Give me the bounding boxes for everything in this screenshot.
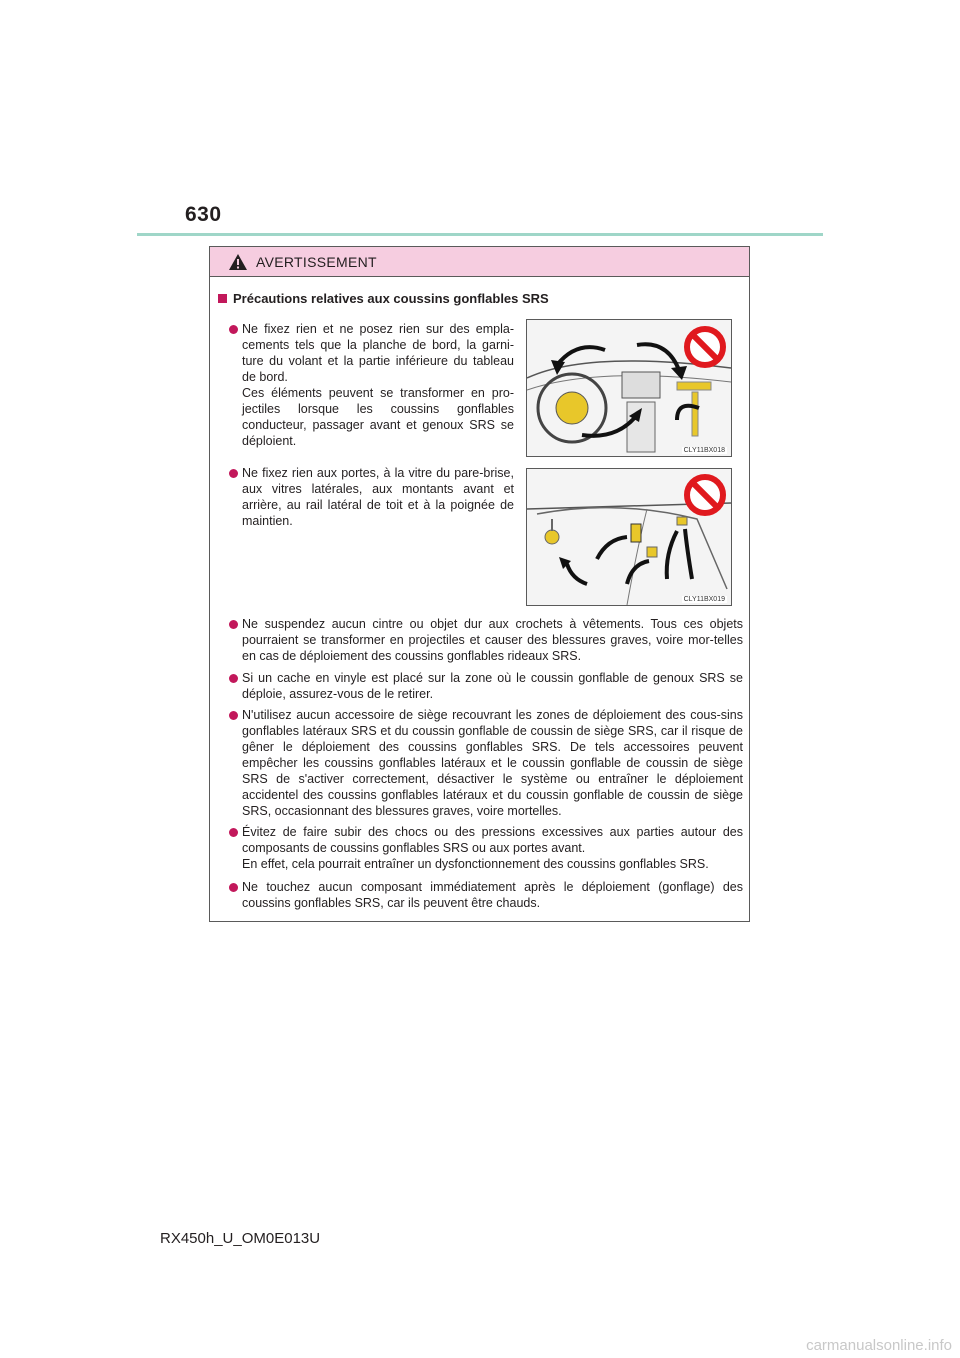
item-text: Ne touchez aucun composant immédiatement après le déploiement (gonflage) des coussins gonflables SRS, car ils peuvent être chauds. [242,880,743,910]
item-text: Si un cache en vinyle est placé sur la zone où le coussin gonflable de genoux SRS se déploie, assurez-vous de le retirer. [242,671,743,701]
item-text: N'utilisez aucun accessoire de siège recouvrant les zones de déploiement des cous-sins gonflables latéraux SRS et du coussin gonflable de coussin de siège SRS, car il risque de gêner le déploiement des coussins gonflables SRS. De tels accessoires peuvent empêcher les coussins gonflables latéraux et le coussin gonflable de coussin de siège SRS de s'activer correctement, désactiver le système ou entraîner le déploiement accidentel des coussins gonflables latéraux et du coussin gonflable de coussin de siège SRS, occasionnant des blessures graves, voire mortelles. [242,708,743,818]
dashboard-illustration [526,319,732,457]
item-note: En effet, cela pourrait entraîner un dysfonctionnement des coussins gonflables SRS. [242,857,709,871]
door-window-illustration [526,468,732,606]
section-heading-text: Précautions relatives aux coussins gonflables SRS [233,291,549,306]
warning-item [242,824,743,872]
square-bullet-icon [218,294,227,303]
bullet-icon [229,828,238,837]
bullet-icon [229,620,238,629]
figure-caption: CLY11BX019 [683,596,725,603]
warning-item [242,879,743,911]
bullet-icon [229,469,238,478]
item-text: Ne fixez rien et ne posez rien sur des empla-cements tels que la planche de bord, la garni-ture du volant et la partie inférieure du tableau de bord. [242,322,514,384]
bullet-icon [229,711,238,720]
item-note: Ces éléments peuvent se transformer en pro-jectiles lorsque les coussins gonflables conducteur, passager avant et genoux SRS se déploient. [242,386,514,448]
bullet-icon [229,883,238,892]
warning-item [242,616,743,664]
warning-header [210,247,749,277]
figure-caption: CLY11BX018 [683,447,725,454]
section-heading [218,291,549,306]
item-text: Évitez de faire subir des chocs ou des pressions excessives aux parties autour des composants de coussins gonflables SRS ou aux portes avant. [242,825,743,855]
header-rule [137,233,823,236]
bullet-icon [229,325,238,334]
warning-item [242,707,743,819]
page-number: 630 [185,203,222,226]
warning-icon [228,253,248,271]
warning-item [242,321,514,449]
page-footer: RX450h_U_OM0E013U [160,1230,321,1247]
warning-item [242,670,743,702]
warning-title: AVERTISSEMENT [256,253,377,270]
item-text: Ne suspendez aucun cintre ou objet dur aux crochets à vêtements. Tous ces objets pourraient se transformer en projectiles et causer des blessures graves, voire mor-telles en cas de déploiement des coussins gonflables rideaux SRS. [242,617,743,663]
warning-item [242,465,514,529]
item-text: Ne fixez rien aux portes, à la vitre du pare-brise, aux vitres latérales, aux montants avant et arrière, au rail latéral de toit et à la poignée de maintien. [242,466,514,528]
warning-box [209,246,750,922]
watermark: carmanualsonline.info [806,1337,952,1354]
bullet-icon [229,674,238,683]
